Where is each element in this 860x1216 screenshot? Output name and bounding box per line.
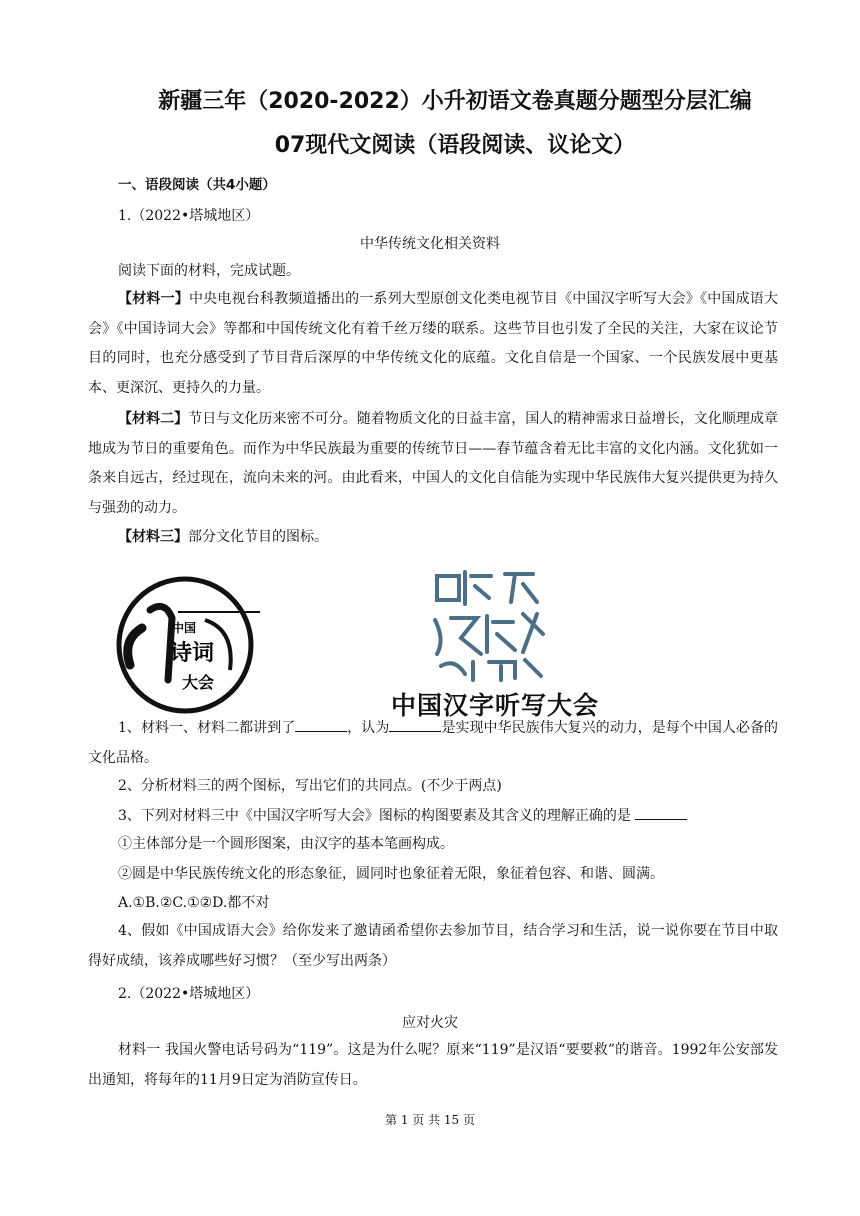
answer-blank-2[interactable]: [389, 717, 441, 732]
sub-question-3: 3、下列对材料三中《中国汉字听写大会》图标的构图要素及其含义的理解正确的是: [118, 805, 687, 826]
fire-material-one: 材料一 我国火警电话号码为“119”。这是为什么呢？原来“119”是汉语“要要救”的谐音。1992年公安部发出通知，将每年的11月9日定为消防宣传日。: [88, 1042, 778, 1088]
material-three: [88, 523, 778, 553]
sub-question-2: 2、分析材料三的两个图标，写出它们的共同点。(不少于两点): [118, 778, 502, 794]
page-footer: 第 1 页 共 15 页: [385, 1113, 475, 1127]
material-title: 中华传统文化相关资料: [360, 236, 500, 252]
svg-text:大会: 大会: [182, 673, 215, 692]
svg-text:中国: 中国: [172, 621, 197, 635]
material-two: [88, 405, 778, 523]
hanzi-dictation-logo: [365, 562, 625, 722]
doc-title: 新疆三年（2020-2022）小升初语文卷真题分题型分层汇编: [158, 89, 752, 114]
material-one: [88, 285, 778, 403]
answer-choices: A.①B.②C.①②D.都不对: [118, 895, 270, 911]
sub-question-1: 1、材料一、材料二都讲到了 ，认为 是实现中华民族伟大复兴的动力，是每个中国人必备的文化品格。: [88, 714, 778, 773]
svg-text:诗词: 诗词: [170, 641, 215, 666]
question-source: 2.（2022•塔城地区）: [118, 986, 260, 1002]
instruction: 阅读下面的材料，完成试题。: [118, 263, 300, 279]
option-one: ①主体部分是一个圆形图案，由汉字的基本笔画构成。: [118, 836, 454, 852]
option-two: ②圆是中华民族传统文化的形态象征，圆同时也象征着无限，象征着包容、和谐、圆满。: [118, 866, 664, 882]
material-one-text: 中央电视台科教频道播出的一系列大型原创文化类电视节目《中国汉字听写大会》《中国成语大会》《中国诗词大会》等都和中国传统文化有着千丝万缕的联系。这些节目也引发了全民的关注，大家在议论节目的同时，也充分感受到了节目背后深厚的中华传统文化的底蕴。文化自信是一个国家、一个民族发展中更基本、更深沉、更持久的力量。: [88, 291, 779, 396]
material-three-text: 部分文化节目的图标。: [188, 529, 328, 545]
sub-question-4: 4、假如《中国成语大会》给你发来了邀请函希望你去参加节目，结合学习和生活，说一说你要在节目中取得好成绩，该养成哪些好习惯？（至少写出两条）: [88, 923, 778, 969]
material-title: 应对火灾: [402, 1015, 458, 1031]
material-two-label: 【材料二】: [118, 411, 189, 427]
answer-blank-3[interactable]: [635, 805, 687, 820]
material-three-label: 【材料三】: [118, 529, 188, 545]
logo-caption: 中国汉字听写大会: [390, 691, 599, 720]
doc-subtitle: 07现代文阅读（语段阅读、议论文）: [274, 133, 636, 158]
material-two-text: 节日与文化历来密不可分。随着物质文化的日益丰富，国人的精神需求日益增长，文化顺理成章地成为节日的重要角色。而作为中华民族最为重要的传统节日——春节蕴含着无比丰富的文化内涵。文化犹如一条来自远古，经过现在，流向未来的河。由此看来，中国人的文化自信能为实现中华民族伟大复兴提供更为持久与强劲的动力。: [88, 411, 778, 516]
answer-blank-1[interactable]: [295, 717, 347, 732]
poetry-conference-logo: [110, 570, 260, 720]
question-source: 1.（2022•塔城地区）: [118, 208, 260, 224]
material-one-label: 【材料一】: [118, 291, 189, 307]
section-heading: 一、语段阅读（共4小题）: [118, 177, 276, 193]
